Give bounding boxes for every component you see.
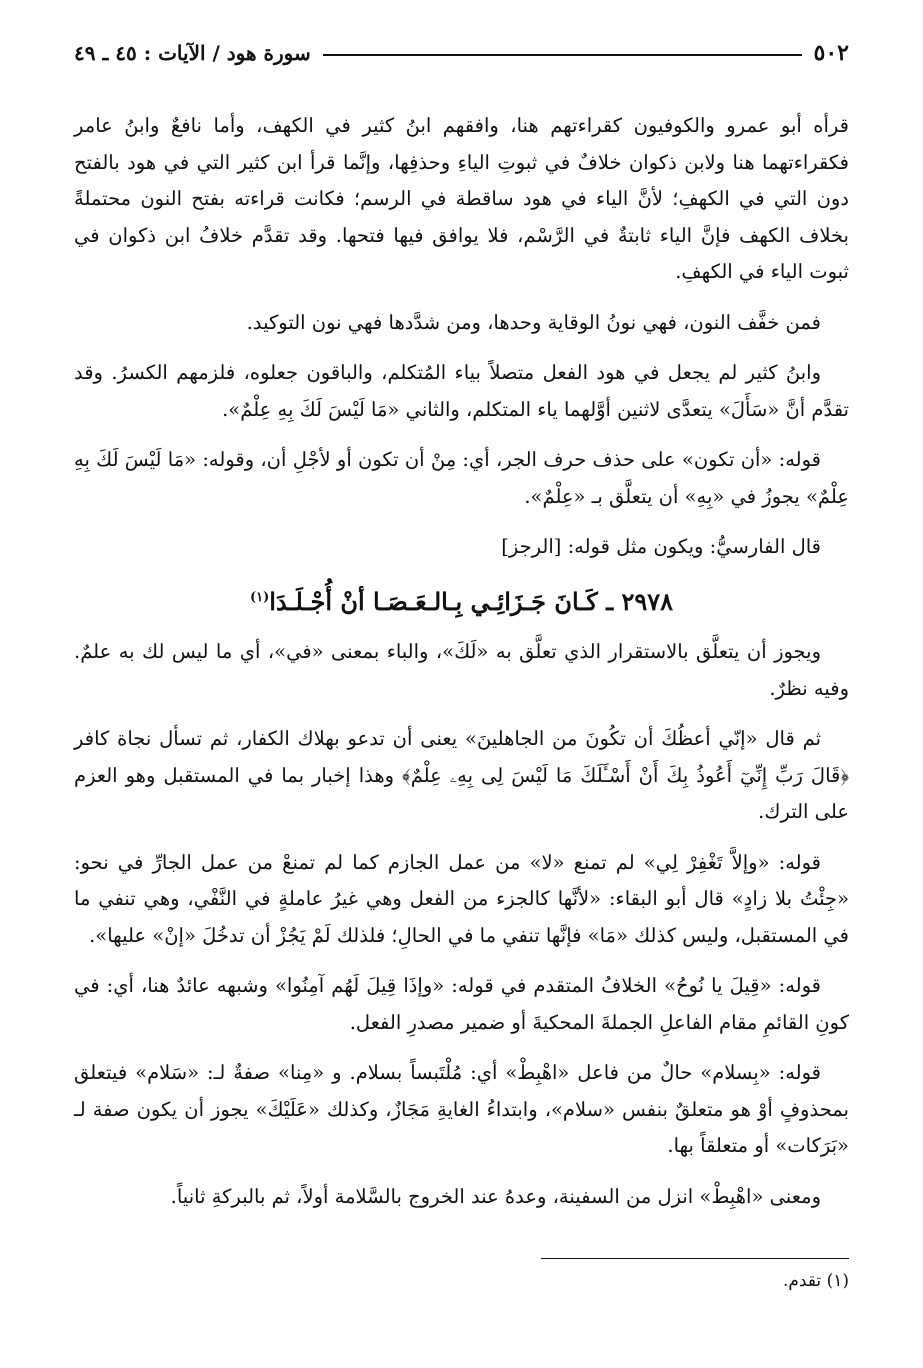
footnote-ref: (١) xyxy=(249,589,270,605)
paragraph: قال الفارسيُّ: ويكون مثل قوله: [الرجز] xyxy=(501,535,821,558)
paragraph: وابنُ كثير لم يجعل في هود الفعل متصلاً بياء المُتكلم، والباقون جعلوه، فلزمهم الكسرُ. وقد تقدَّم أنَّ «سَأَلَ» يتعدَّى لاثنين أوَّلهما ياء المتكلم، والثاني «مَا لَيْسَ لَكَ بِهِ عِلْمٌ». xyxy=(74,361,849,421)
page-number: ٥٠٢ xyxy=(813,40,849,66)
running-title: سورة هود / الآيات : ٤٥ ـ ٤٩ xyxy=(74,41,311,65)
page-body xyxy=(74,108,849,1229)
footnote-rule xyxy=(541,1258,849,1259)
paragraph: فمن خفَّف النون، فهي نونُ الوقاية وحدها، ومن شدَّدها فهي نون التوكيد. xyxy=(246,310,821,334)
header-rule xyxy=(323,54,802,56)
paragraph: ثم قال «إنّي أعظُكَ أن تكُونَ من الجاهلينَ» يعنى أن تدعو بهلاك الكفار، ثم تسأل نجاة كافر ﴿قَالَ رَبِّ إِنِّيٓ أَعُوذُ بِكَ أَنْ أَسْـَٔلَكَ مَا لَيْسَ لِى بِهِۦ عِلْمٌ﴾ وهذا إخبار بما في المستقبل وهو العزم على الترك. xyxy=(74,727,849,823)
paragraph: ومعنى «اهْبِطْ» انزل من السفينة، وعدهُ عند الخروج بالسَّلامة أولاً، ثم بالبركةِ ثانياً. xyxy=(170,1184,821,1208)
paragraph: ويجوز أن يتعلَّق بالاستقرار الذي تعلَّق به «لَكَ»، والباء بمعنى «في»، أي ما ليس لك به علمٌ. وفيه نظرٌ. xyxy=(74,640,849,700)
page-header xyxy=(74,36,849,70)
paragraph: قوله: «بِسلام» حالٌ من فاعل «اهْبِطْ» أي: مُلْتَبساً بسلام. و «مِنا» صفةٌ لـ: «سَلام» فيتعلق بمحذوفٍ أوْ هو متعلقٌ بنفس «سلام»، وابتداءُ الغايةِ مَجَازٌ، وكذلك «عَلَيْكَ» يجوز أن يكون صفة لـ «بَرَكات» أو متعلقاً بها. xyxy=(74,1061,849,1157)
footnote: (١) تقدم. xyxy=(782,1271,849,1291)
paragraph: قوله: «أن تكون» على حذف حرف الجر، أي: مِنْ أن تكون أو لأجْلِ أن، وقوله: «مَا لَيْسَ لَكَ بِهِ عِلْمٌ» يجوزُ في «بِهِ» أن يتعلَّق بـ «عِلْمٌ». xyxy=(74,448,849,508)
verse-text: ٢٩٧٨ ـ كَـانَ جَـزَائِـي بِـالـعَـصَـا أنْ أُجْـلَـدَا xyxy=(269,586,674,616)
paragraph: قوله: «قِيلَ يا نُوحُ» الخلافُ المتقدم في قوله: «وإذَا قِيلَ لَهُم آمِنُوا» وشبهه عائدٌ هنا، أي: في كونِ القائمِ مقام الفاعلِ الجملةَ المحكيةَ أو ضمير مصدرِ الفعل. xyxy=(74,974,849,1034)
paragraph: قرأه أبو عمرو والكوفيون كقراءتهم هنا، وافقهم ابنُ كثير في الكهف، وأما نافعٌ وابنُ عامر فكقراءتهما هنا ولابن ذكوان خلافٌ في ثبوتِ الياءِ وحذفِها، وإنَّما قرأ ابن كثير التي في هود بالفتح دون التي في الكهفِ؛ لأنَّ الياء في هود ساقطة في الرسم؛ فكانت قراءته بفتح النون محتملةً بخلاف الكهف فإنَّ الياء ثابتةٌ في الرَّسْم، فلا يوافق فيها فتحها. وقد تقدَّم خلافُ ابن ذكوان في ثبوت الياء في الكهفِ. xyxy=(74,114,849,283)
poetry-verse xyxy=(74,580,849,621)
paragraph: قوله: «وإلاَّ تَغْفِرْ لِي» لم تمنع «لا» من عمل الجازم كما لم تمنعْ من عمل الجارِّ في نحو: «جِئْتُ بلا زادٍ» قال أبو البقاء: «لأنَّها كالجزء من الفعل وهي غيرُ عاملةٍ في النَّفْي، وهي تنفي ما في المستقبل، وليس كذلك «مَا» فإنَّها تنفي ما في الحالِ؛ فلذلك لَمْ يَجُزْ أن تدخُلَ «إنْ» عليها». xyxy=(74,850,849,947)
